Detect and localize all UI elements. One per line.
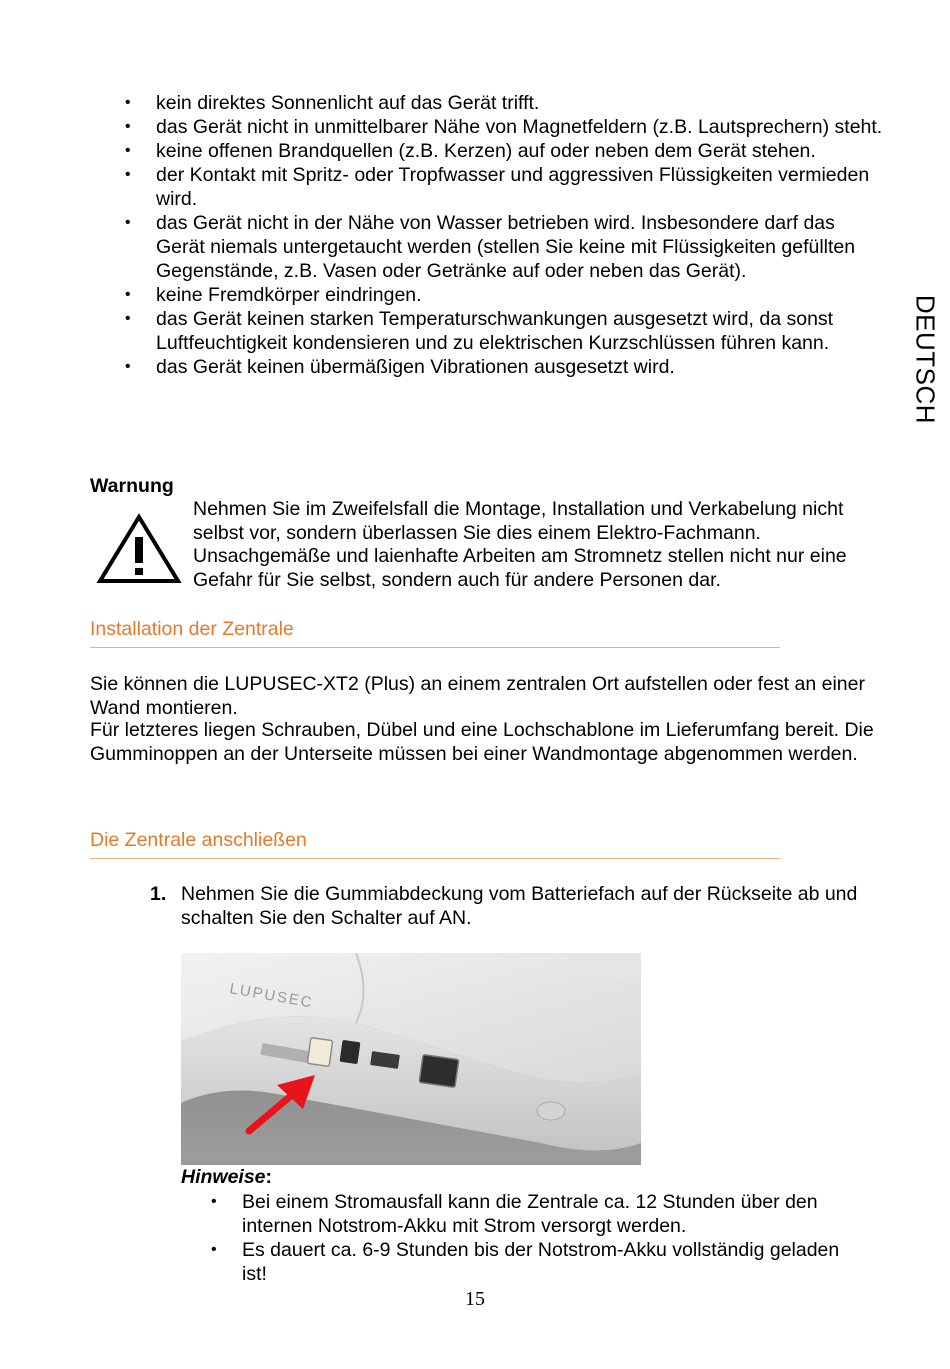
section-divider (90, 647, 780, 648)
warning-triangle-icon (96, 513, 182, 585)
step-number: 1. (150, 883, 167, 905)
device-illustration (181, 953, 641, 1165)
list-item: • das Gerät keinen übermäßigen Vibrationen ausgesetzt wird. (125, 355, 885, 379)
list-item: • der Kontakt mit Spritz- oder Tropfwasser und aggressiven Flüssigkeiten vermieden wird. (125, 163, 885, 211)
section-divider (90, 858, 780, 859)
installation-paragraph-1: Sie können die LUPUSEC-XT2 (Plus) an einem zentralen Ort aufstellen oder fest an einer Wand montieren. (90, 673, 865, 719)
list-item: • Bei einem Stromausfall kann die Zentrale ca. 12 Stunden über den internen Notstrom-Akku mit Strom versorgt werden. (211, 1190, 861, 1238)
section-heading-installation: Installation der Zentrale (90, 618, 294, 640)
precaution-list (125, 91, 885, 379)
hints-list (211, 1190, 861, 1286)
list-item: • kein direktes Sonnenlicht auf das Gerät trifft. (125, 91, 885, 115)
hints-title-text: Hinweise (181, 1166, 266, 1188)
language-side-tab (895, 292, 950, 432)
list-item: • keine Fremdkörper eindringen. (125, 283, 885, 307)
language-label: DEUTSCH (910, 294, 941, 425)
page-number: 15 (465, 1288, 485, 1310)
hints-title-colon: : (265, 1166, 273, 1188)
installation-paragraph-2: Für letzteres liegen Schrauben, Dübel und eine Lochschablone im Lieferumfang bereit. Die Gumminoppen an der Unterseite müssen bei einer Wandmontage abgenommen werden. (90, 719, 874, 765)
list-item: • das Gerät keinen starken Temperaturschwankungen ausgesetzt wird, da sonst Luftfeuchtigkeit kondensieren und zu elektrischen Kurzschlüssen führen kann. (125, 307, 885, 355)
list-item: • Es dauert ca. 6-9 Stunden bis der Notstrom-Akku vollständig geladen ist! (211, 1238, 861, 1286)
hints-title (181, 1166, 272, 1189)
section-heading-connect: Die Zentrale anschließen (90, 829, 307, 851)
list-item: • keine offenen Brandquellen (z.B. Kerzen) auf oder neben dem Gerät stehen. (125, 139, 885, 163)
device-photo (181, 953, 641, 1165)
brand-label: LUPUSEC (228, 980, 315, 1012)
warning-title: Warnung (90, 475, 174, 497)
warning-text: Nehmen Sie im Zweifelsfall die Montage, Installation und Verkabelung nicht selbst vor, sondern überlassen Sie dies einem Elektro-Fachmann. Unsachgemäße und laienhafte Arbeiten am Stromnetz stellen nicht nur eine Gefahr für Sie selbst, sondern auch für andere Personen dar. (193, 498, 847, 591)
step-text: Nehmen Sie die Gummiabdeckung vom Batteriefach auf der Rückseite ab und schalten Sie den Schalter auf AN. (181, 883, 858, 929)
list-item: • das Gerät nicht in unmittelbarer Nähe von Magnetfeldern (z.B. Lautsprechern) steht. (125, 115, 885, 139)
list-item: • das Gerät nicht in der Nähe von Wasser betrieben wird. Insbesondere darf das Gerät niemals untergetaucht werden (stellen Sie keine mit Flüssigkeiten gefüllten Gegenstände, z.B. Vasen oder Getränke auf oder neben das Gerät). (125, 211, 885, 283)
